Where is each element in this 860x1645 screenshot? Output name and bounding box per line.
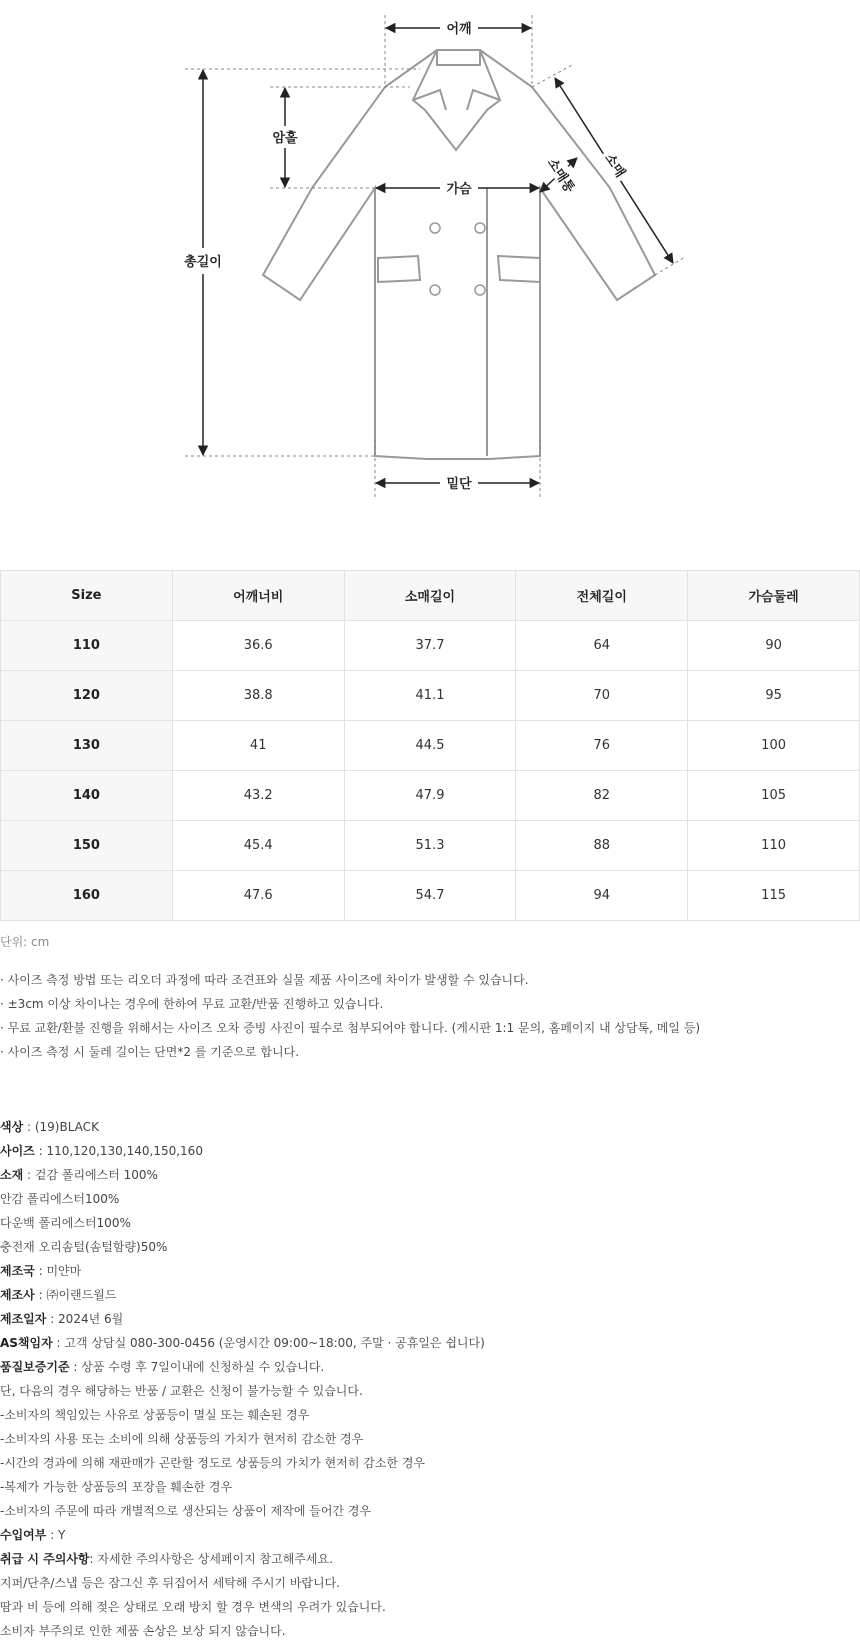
info-value: : 2024년 6월 (46, 1312, 124, 1326)
info-key: 제조일자 (0, 1312, 47, 1326)
table-cell: 41.1 (344, 671, 516, 721)
size-cell: 140 (1, 771, 173, 821)
size-cell: 110 (1, 621, 173, 671)
info-line (0, 1211, 860, 1235)
info-key: 사이즈 (0, 1144, 35, 1158)
info-value: 지퍼/단추/스냅 등은 잠그신 후 뒤집어서 세탁해 주시기 바랍니다. (0, 1576, 340, 1590)
table-cell: 94 (516, 871, 688, 921)
info-line (0, 1139, 860, 1163)
table-cell: 36.6 (172, 621, 344, 671)
table-cell: 64 (516, 621, 688, 671)
info-line (0, 1331, 860, 1355)
header-sleeve: 소매길이 (344, 571, 516, 621)
coat-outline (263, 50, 655, 459)
info-value: -소비자의 주문에 따라 개별적으로 생산되는 상품이 제작에 들어간 경우 (0, 1504, 372, 1518)
info-line (0, 1427, 860, 1451)
info-line (0, 1355, 860, 1379)
info-line (0, 1235, 860, 1259)
table-cell: 47.6 (172, 871, 344, 921)
note-item: · 무료 교환/환불 진행을 위해서는 사이즈 오차 증빙 사진이 필수로 첨부되어야 합니다. (게시판 1:1 문의, 홈페이지 내 상담톡, 메일 등) (0, 1021, 701, 1035)
info-value: 땀과 비 등에 의해 젖은 상태로 오래 방치 할 경우 변색의 우려가 있습니다. (0, 1600, 386, 1614)
info-value: 안감 폴리에스터100% (0, 1192, 120, 1206)
info-line (0, 1547, 860, 1571)
header-shoulder: 어깨너비 (172, 571, 344, 621)
table-cell: 82 (516, 771, 688, 821)
info-line (0, 1307, 860, 1331)
table-cell: 105 (688, 771, 860, 821)
info-line (0, 1283, 860, 1307)
shoulder-label: 어깨 (446, 22, 472, 37)
size-cell: 160 (1, 871, 173, 921)
sleeve-width-label: 소매통 (543, 155, 577, 196)
table-cell: 41 (172, 721, 344, 771)
table-row (1, 721, 860, 771)
info-value: : 겉감 폴리에스터 100% (23, 1168, 158, 1182)
table-cell: 115 (688, 871, 860, 921)
table-cell: 70 (516, 671, 688, 721)
table-cell: 88 (516, 821, 688, 871)
info-value: -소비자의 책임있는 사유로 상품등이 멸실 또는 훼손된 경우 (0, 1408, 310, 1422)
info-line (0, 1475, 860, 1499)
info-line (0, 1451, 860, 1475)
info-line (0, 1571, 860, 1595)
unit-label: 단위: cm (0, 935, 50, 949)
table-row (1, 671, 860, 721)
note-item: · 사이즈 측정 방법 또는 리오더 과정에 따라 조견표와 실물 제품 사이즈에 차이가 발생할 수 있습니다. (0, 973, 529, 987)
info-key: 소재 (0, 1168, 24, 1182)
info-line (0, 1523, 860, 1547)
coat-buttons (430, 223, 485, 295)
size-cell: 150 (1, 821, 173, 871)
coat-measurement-diagram (0, 0, 860, 520)
info-line (0, 1619, 860, 1643)
total-length-label: 총길이 (184, 255, 222, 270)
chest-label: 가슴 (446, 182, 472, 197)
table-cell: 76 (516, 721, 688, 771)
product-info (0, 1115, 860, 1643)
info-value: 단, 다음의 경우 해당하는 반품 / 교환은 신청이 불가능할 수 있습니다. (0, 1384, 363, 1398)
info-value: : (19)BLACK (23, 1120, 99, 1134)
sleeve-label: 소매 (601, 151, 628, 181)
info-value: : 미얀마 (34, 1264, 82, 1278)
size-table (0, 570, 860, 921)
table-row (1, 821, 860, 871)
table-row (1, 771, 860, 821)
table-cell: 54.7 (344, 871, 516, 921)
table-cell: 51.3 (344, 821, 516, 871)
info-line (0, 1499, 860, 1523)
armhole-label: 암홀 (272, 131, 298, 146)
info-line (0, 1403, 860, 1427)
info-value: 다운백 폴리에스터100% (0, 1216, 131, 1230)
info-line (0, 1259, 860, 1283)
table-cell: 47.9 (344, 771, 516, 821)
table-cell: 100 (688, 721, 860, 771)
info-line (0, 1163, 860, 1187)
info-line (0, 1595, 860, 1619)
info-key: 수입여부 (0, 1528, 47, 1542)
info-key: 품질보증기준 (0, 1360, 70, 1374)
info-value: -소비자의 사용 또는 소비에 의해 상품등의 가치가 현저히 감소한 경우 (0, 1432, 364, 1446)
size-notes (0, 968, 860, 1064)
info-line (0, 1379, 860, 1403)
info-key: 취급 시 주의사항 (0, 1552, 90, 1566)
info-value: : 자세한 주의사항은 상세페이지 참고해주세요. (89, 1552, 333, 1566)
info-value: : 고객 상담실 080-300-0456 (운영시간 09:00~18:00, 주말 · 공휴일은 쉽니다) (52, 1336, 485, 1350)
info-key: AS책임자 (0, 1336, 53, 1350)
note-item: · ±3cm 이상 차이나는 경우에 한하여 무료 교환/반품 진행하고 있습니다. (0, 997, 384, 1011)
info-value: 소비자 부주의로 인한 제품 손상은 보상 되지 않습니다. (0, 1624, 286, 1638)
table-cell: 43.2 (172, 771, 344, 821)
table-cell: 45.4 (172, 821, 344, 871)
guide-lines (185, 15, 685, 500)
info-line (0, 1115, 860, 1139)
header-size: Size (1, 571, 173, 621)
info-value: : Y (46, 1528, 66, 1542)
info-value: -복제가 가능한 상품등의 포장을 훼손한 경우 (0, 1480, 233, 1494)
size-cell: 120 (1, 671, 173, 721)
info-line (0, 1187, 860, 1211)
info-value: : 110,120,130,140,150,160 (34, 1144, 203, 1158)
info-key: 제조국 (0, 1264, 35, 1278)
table-row (1, 871, 860, 921)
hem-label: 밑단 (446, 477, 472, 492)
size-table-header-row (1, 571, 860, 621)
table-row (1, 621, 860, 671)
table-cell: 110 (688, 821, 860, 871)
header-length: 전체길이 (516, 571, 688, 621)
info-key: 제조사 (0, 1288, 35, 1302)
table-cell: 90 (688, 621, 860, 671)
info-value: -시간의 경과에 의해 재판매가 곤란할 정도로 상품등의 가치가 현저히 감소한 경우 (0, 1456, 426, 1470)
info-value: : ㈜이랜드월드 (34, 1288, 117, 1302)
note-item: · 사이즈 측정 시 둘레 길이는 단면*2 를 기준으로 합니다. (0, 1045, 300, 1059)
table-cell: 95 (688, 671, 860, 721)
table-cell: 37.7 (344, 621, 516, 671)
info-key: 색상 (0, 1120, 24, 1134)
table-cell: 38.8 (172, 671, 344, 721)
table-cell: 44.5 (344, 721, 516, 771)
info-value: 충전재 오리솜털(솜털함량)50% (0, 1240, 168, 1254)
header-chest: 가슴둘레 (688, 571, 860, 621)
size-cell: 130 (1, 721, 173, 771)
info-value: : 상품 수령 후 7일이내에 신청하실 수 있습니다. (69, 1360, 325, 1374)
